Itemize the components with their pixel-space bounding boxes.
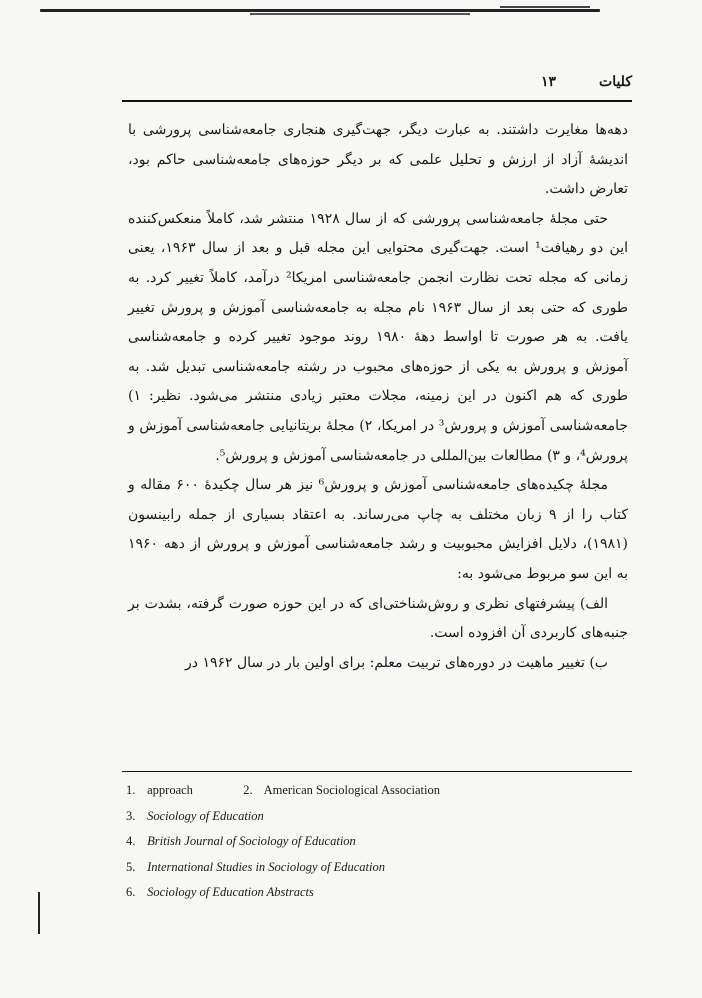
footnote-rule — [122, 771, 632, 772]
running-header — [122, 70, 632, 96]
footnote-text: International Studies in Sociology of Education — [147, 859, 385, 874]
footnote-number: 6. — [126, 885, 136, 899]
footnote-number: 1. — [126, 783, 136, 797]
footnote-text: Sociology of Education Abstracts — [147, 885, 314, 899]
paragraph-3: مجلهٔ چکیده‌های جامعه‌شناسی آموزش و پرورش⁶ نیز هر سال چکیدهٔ ۶۰۰ مقاله و کتاب را از ۹ زبان مختلف به چاپ می‌رساند. به اعتقاد بسیاری از جمله رابینسون (۱۹۸۱)، دلایل افزایش محبوبیت و رشد جامعه‌شناسی آموزش و پرورش از دهه ۱۹۶۰ به این سو مربوط می‌شود به: — [128, 477, 628, 582]
footnote-text: American Sociological Association — [263, 783, 440, 797]
footnote-row — [126, 880, 626, 906]
footnote-row — [126, 778, 626, 804]
footnotes — [126, 778, 626, 906]
header-rule — [122, 100, 632, 102]
chapter-title: کلیات — [599, 74, 632, 90]
footnote-number: 2. — [243, 783, 253, 797]
paragraph-5: ب) تغییر ماهیت در دوره‌های تربیت معلم: برای اولین بار در سال ۱۹۶۲ در — [185, 654, 608, 671]
scan-artifact-left — [38, 892, 40, 934]
footnote-number: 3. — [126, 808, 136, 823]
footnote-row — [126, 855, 626, 881]
footnote-number: 5. — [126, 859, 136, 874]
scan-artifact-top-2 — [250, 13, 470, 15]
footnote-number: 4. — [126, 834, 136, 848]
footnote-text: British Journal of Sociology of Education — [147, 834, 356, 848]
scan-artifact-top — [40, 9, 600, 12]
footnote-text: Sociology of Education — [147, 808, 264, 823]
page-number: ۱۳ — [540, 74, 556, 90]
paragraph-2: حتی مجلهٔ جامعه‌شناسی پرورشی که از سال ۱۹۲۸ منتشر شد، کاملاً منعکس‌کننده این دو رهیافت¹ است. جهت‌گیری محتوایی این مجله قبل و بعد از سال ۱۹۶۳، یعنی زمانی که مجله تحت نظارت انجمن جامعه‌شناسی امریکا² درآمد، کاملاً تغییر کرد. به طوری که حتی بعد از سال ۱۹۶۳ نام مجله به جامعه‌شناسی آموزش و پرورش تغییر یافت. به هر صورت تا اواسط دههٔ ۱۹۸۰ روند موجود تغییر کرده و جامعه‌شناسی آموزش و پرورش به یکی از حوزه‌های محبوب در رشته جامعه‌شناسی تبدیل شد. به طوری که هم اکنون در این زمینه، مجلات معتبر زیادی منتشر می‌شود. نظیر: ۱) جامعه‌شناسی آموزش و پرورش³ در امریکا، ۲) مجلهٔ بریتانیایی جامعه‌شناسی آموزش و پرورش⁴، و ۳) مطالعات بین‌المللی در جامعه‌شناسی آموزش و پرورش⁵. — [128, 210, 628, 464]
footnote-row — [126, 829, 626, 855]
body-text — [128, 116, 628, 678]
footnote-row — [126, 804, 626, 830]
scan-artifact-top-3 — [500, 6, 590, 8]
paragraph-4: الف) پیشرفتهای نظری و روش‌شناختی‌ای که در این حوزه صورت گرفته، بشدت بر جنبه‌های کاربردی آن افزوده است. — [128, 595, 628, 642]
footnote-text: approach — [147, 783, 193, 797]
paragraph-1: دهه‌ها مغایرت داشتند. به عبارت دیگر، جهت‌گیری هنجاری جامعه‌شناسی پرورشی با اندیشهٔ آزاد از ارزش و تحلیل علمی که بر دیگر حوزه‌های جامعه‌شناسی حاکم بود، تعارض داشت. — [128, 122, 628, 198]
